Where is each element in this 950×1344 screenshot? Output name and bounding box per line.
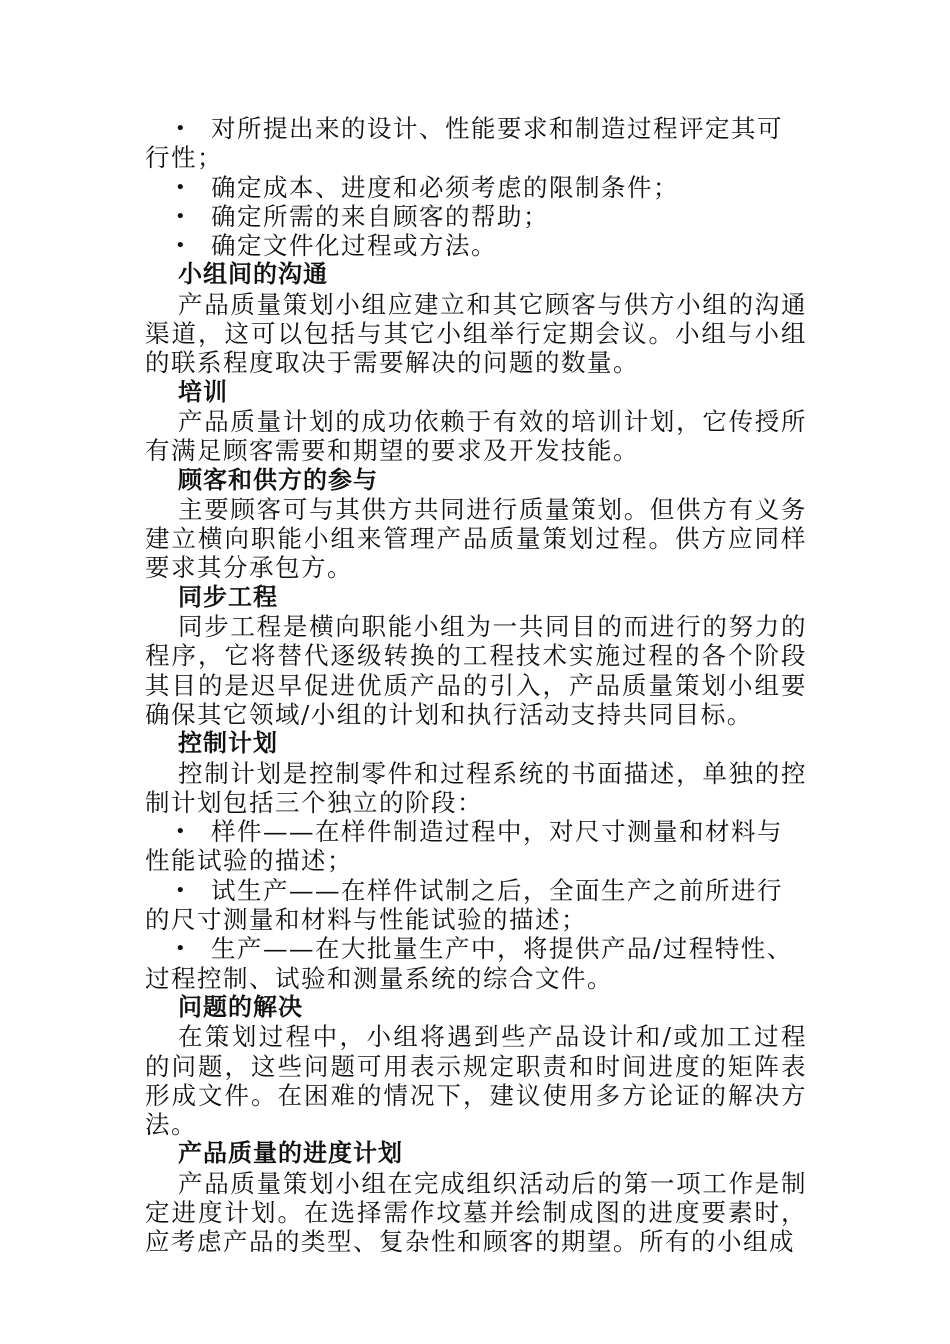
section-heading-concurrent-engineering: 同步工程 bbox=[178, 582, 278, 611]
bullet-dot-icon: • bbox=[175, 118, 188, 139]
section-text-participation: 主要顾客可与其供方共同进行质量策划。但供方有义务建立横向职能小组来管理产品质量策划过程。供方应同样要求其分承包方。 bbox=[145, 494, 807, 583]
bullet-item: • 生产——在大批量生产中，将提供产品/过程特性、过程控制、试验和测量系统的综合文件。 bbox=[145, 934, 793, 993]
section-text-control-plan: 控制计划是控制零件和过程系统的书面描述，单独的控制计划包括三个独立的阶段： bbox=[145, 758, 807, 817]
section-heading-training: 培训 bbox=[178, 377, 228, 406]
section-heading-control-plan: 控制计划 bbox=[178, 729, 278, 758]
bullet-item: • 确定所需的来自顾客的帮助； bbox=[175, 201, 549, 231]
bullet-item: • 确定文件化过程或方法。 bbox=[175, 231, 497, 261]
bullet-item: • 样件——在样件制造过程中，对尺寸测量和材料与性能试验的描述； bbox=[145, 817, 783, 876]
section-text-training: 产品质量计划的成功依赖于有效的培训计划，它传授所有满足顾客需要和期望的要求及开发技能。 bbox=[145, 406, 807, 466]
bullet-item: • 对所提出来的设计、性能要求和制造过程评定其可行性； bbox=[145, 114, 783, 173]
bullet-dot-icon: • bbox=[175, 821, 188, 843]
section-heading-schedule: 产品质量的进度计划 bbox=[178, 1139, 403, 1168]
section-heading-problem-solving: 问题的解决 bbox=[178, 992, 303, 1021]
bullet-item: • 确定成本、进度和必须考虑的限制条件； bbox=[175, 172, 679, 202]
bullet-dot-icon: • bbox=[175, 235, 188, 257]
bullet-dot-icon: • bbox=[175, 176, 188, 198]
bullet-dot-icon: • bbox=[175, 938, 188, 960]
section-heading-participation: 顾客和供方的参与 bbox=[178, 465, 378, 494]
section-text-communication: 产品质量策划小组应建立和其它顾客与供方小组的沟通渠道，这可以包括与其它小组举行定期会议。小组与小组的联系程度取决于需要解决的问题的数量。 bbox=[145, 289, 807, 378]
section-text-schedule: 产品质量策划小组在完成组织活动后的第一项工作是制定进度计划。在选择需作坟墓并绘制成图的进度要素时，应考虑产品的类型、复杂性和顾客的期望。所有的小组成 bbox=[145, 1168, 807, 1257]
section-heading-communication: 小组间的沟通 bbox=[178, 260, 328, 289]
bullet-item: • 试生产——在样件试制之后，全面生产之前所进行的尺寸测量和材料与性能试验的描述； bbox=[145, 875, 783, 935]
document-page bbox=[145, 114, 807, 1257]
bullet-dot-icon: • bbox=[175, 205, 188, 227]
section-text-concurrent-engineering: 同步工程是横向职能小组为一共同目的而进行的努力的程序，它将替代逐级转换的工程技术实施过程的各个阶段其目的是迟早促进优质产品的引入，产品质量策划小组要确保其它领域/小组的计划和执行活动支持共同目标。 bbox=[145, 612, 807, 729]
section-text-problem-solving: 在策划过程中，小组将遇到些产品设计和/或加工过程的问题，这些问题可用表示规定职责和时间进度的矩阵表形成文件。在困难的情况下，建议使用多方论证的解决方法。 bbox=[145, 1022, 807, 1140]
bullet-dot-icon: • bbox=[175, 879, 188, 901]
